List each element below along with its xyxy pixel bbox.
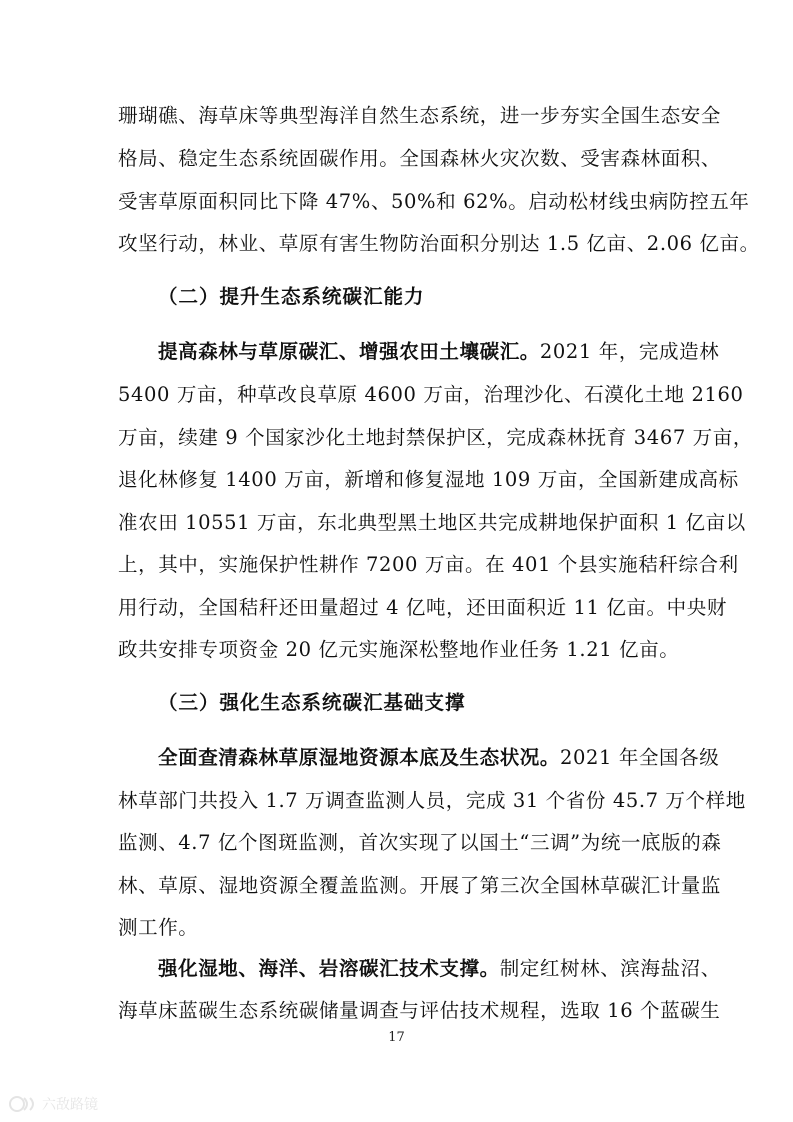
paragraph-d-lead: 强化湿地、海洋、岩溶碳汇技术支撑。 xyxy=(158,957,500,980)
section-heading-2: （二）提升生态系统碳汇能力 xyxy=(158,285,425,308)
paragraph-d-first-rest: 制定红树林、滨海盐沼、 xyxy=(499,957,721,980)
paragraph-c-line-3: 监测、4.7 亿个图斑监测，首次实现了以国土“三调”为统一底版的森 xyxy=(118,831,722,854)
watermark-logo-icon xyxy=(8,1095,38,1113)
paragraph-b-line-8: 政共安排专项资金 20 亿元实施深松整地作业任务 1.21 亿亩。 xyxy=(118,638,680,661)
paragraph-a-line-1: 珊瑚礁、海草床等典型海洋自然生态系统，进一步夯实全国生态安全 xyxy=(118,104,722,127)
watermark-text: 六敌路镜 xyxy=(42,1097,98,1113)
paragraph-b-line-6: 上，其中，实施保护性耕作 7200 万亩。在 401 个县实施秸秆综合利 xyxy=(118,553,739,576)
paragraph-c-line-5: 测工作。 xyxy=(118,916,199,939)
paragraph-c-line-4: 林、草原、湿地资源全覆盖监测。开展了第三次全国林草碳汇计量监 xyxy=(118,874,722,897)
watermark xyxy=(8,1094,98,1114)
paragraph-c-line-2: 林草部门共投入 1.7 万调查监测人员，完成 31 个省份 45.7 万个样地 xyxy=(118,789,746,812)
paragraph-b-line-1 xyxy=(158,338,720,366)
section-heading-3: （三）强化生态系统碳汇基础支撑 xyxy=(158,691,466,714)
paragraph-c-lead: 全面查清森林草原湿地资源本底及生态状况。 xyxy=(158,746,561,769)
paragraph-b-line-7: 用行动，全国秸秆还田量超过 4 亿吨，还田面积近 11 亿亩。中央财 xyxy=(118,596,727,619)
paragraph-b-line-4: 退化林修复 1400 万亩，新增和修复湿地 109 万亩，全国新建成高标 xyxy=(118,468,739,491)
paragraph-a-line-2: 格局、稳定生态系统固碳作用。全国森林火灾次数、受害森林面积、 xyxy=(118,147,722,170)
paragraph-b-line-5: 准农田 10551 万亩，东北典型黑土地区共完成耕地保护面积 1 亿亩以 xyxy=(118,511,746,534)
paragraph-c-line-1 xyxy=(158,744,720,772)
page-number: 17 xyxy=(388,1030,405,1045)
paragraph-d-line-1 xyxy=(158,955,721,983)
paragraph-a-line-3: 受害草原面积同比下降 47%、50%和 62%。启动松材线虫病防控五年 xyxy=(118,190,750,213)
paragraph-a-line-4: 攻坚行动，林业、草原有害生物防治面积分别达 1.5 亿亩、2.06 亿亩。 xyxy=(118,232,760,255)
paragraph-b-line-3: 万亩，续建 9 个国家沙化土地封禁保护区，完成森林抚育 3467 万亩， xyxy=(118,426,753,449)
paragraph-d-line-2: 海草床蓝碳生态系统碳储量调查与评估技术规程，选取 16 个蓝碳生 xyxy=(118,999,721,1022)
paragraph-c-first-rest: 2021 年全国各级 xyxy=(560,746,720,769)
paragraph-b-lead: 提高森林与草原碳汇、增强农田土壤碳汇。 xyxy=(158,340,540,363)
paragraph-b-line-2: 5400 万亩，种草改良草原 4600 万亩，治理沙化、石漠化土地 2160 xyxy=(118,383,744,406)
paragraph-b-first-rest: 2021 年，完成造林 xyxy=(539,340,720,363)
